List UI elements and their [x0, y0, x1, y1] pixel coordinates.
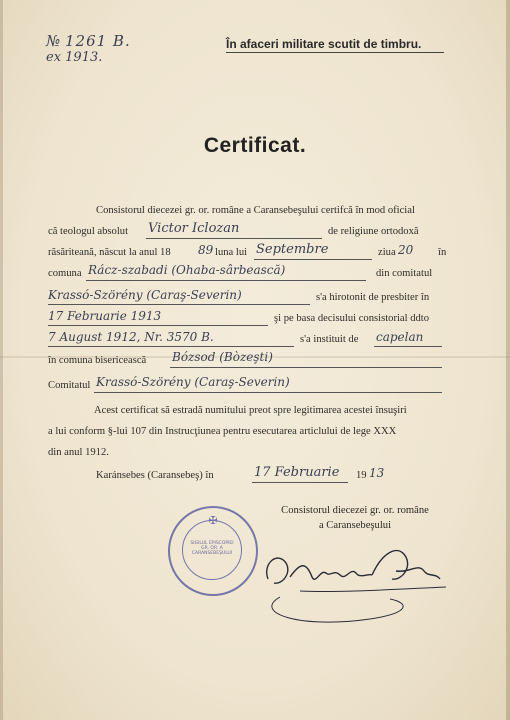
parish-name: Bózsod (Bòzeşti) [172, 350, 273, 364]
body-line-1: Consistorul diecezei gr. or. române a Caransebeşului certifcă în mod oficial [96, 205, 415, 216]
birth-year: 89 [198, 243, 214, 257]
fill-rule [48, 346, 294, 347]
signer-line-1: Consistorul diecezei gr. or. române [281, 505, 429, 516]
fill-rule [48, 304, 310, 305]
birth-month: Septembre [256, 242, 329, 257]
fill-rule [170, 367, 442, 368]
body-line-3-suffix: în [438, 247, 447, 258]
body-line-9-prefix: Comitatul [48, 380, 91, 391]
fill-rule [374, 346, 442, 347]
body-line-2-prefix: că teologul absolut [48, 226, 129, 237]
ordination-date: 17 Februarie 1913 [48, 309, 162, 323]
birth-day: 20 [398, 243, 414, 257]
birth-place: Rácz-szabadi (Ohaba-sârbească) [88, 263, 286, 277]
issue-year-prefix: 19 [356, 470, 367, 481]
paper-edge-right [506, 0, 510, 720]
body-line-10: Acest certificat să estradă numitului preot spre legitimarea acestei însuşiri [94, 405, 407, 416]
fill-rule [94, 392, 442, 393]
fill-rule [48, 325, 268, 326]
body-line-7-label: s'a instituit de [300, 334, 359, 345]
stamp-exemption-note: În afaceri militare scutit de timbru. [226, 37, 444, 53]
body-line-12: din anul 1912. [48, 447, 109, 458]
body-line-5-suffix: s'a hirotonit de presbiter în [316, 292, 430, 303]
fill-rule [252, 482, 348, 483]
official-seal [168, 506, 258, 596]
body-line-4-suffix: din comitatul [376, 268, 433, 279]
fill-rule [86, 280, 366, 281]
issue-year: 13 [369, 466, 385, 480]
fill-rule [146, 238, 322, 239]
signature [260, 533, 460, 623]
body-line-8-prefix: în comuna bisericească [48, 355, 147, 366]
registration-number-value: 1261 B. [64, 32, 131, 50]
body-line-3-month-label: luna lui [215, 247, 248, 258]
fill-rule [254, 259, 372, 260]
registration-number [46, 32, 131, 50]
appointed-role: capelan [376, 330, 424, 344]
body-line-2-suffix: de religiune ortodoxă [328, 226, 419, 237]
body-line-6-suffix: şi pe basa decisului consistorial ddto [274, 313, 430, 324]
signer-line-2: a Caransebeşului [318, 520, 392, 531]
registration-year: ex 1913. [46, 50, 103, 65]
body-line-3-day-label: ziua [378, 247, 396, 258]
county-of-birth: Krassó-Szörény (Caraş-Severin) [48, 288, 242, 302]
body-line-3-prefix: răsăriteană, născut la anul 18 [48, 247, 171, 258]
graduate-name: Victor Iclozan [148, 221, 240, 236]
body-line-11: a lui conform §-lui 107 din Instrucţiunea pentru esecutarea articlului de lege XXX [48, 426, 397, 437]
parish-county: Krassó-Szörény (Caraş-Severin) [96, 375, 290, 389]
issue-date: 17 Februarie [254, 465, 340, 480]
registration-prefix: № [46, 32, 61, 50]
page-title: Certificat. [203, 134, 307, 157]
dateline-prefix: Karánsebes (Caransebeş) în [96, 470, 214, 481]
seal-text: SIGILUL EPISCOPIEI GR. OR. A CARANSEBEŞULUI [190, 541, 234, 556]
cross-icon: ✠ [208, 515, 218, 527]
paper-edge-left [0, 0, 3, 720]
body-line-4-prefix: comuna [48, 268, 82, 279]
decision-date-number: 7 August 1912, Nr. 3570 B. [48, 330, 214, 344]
